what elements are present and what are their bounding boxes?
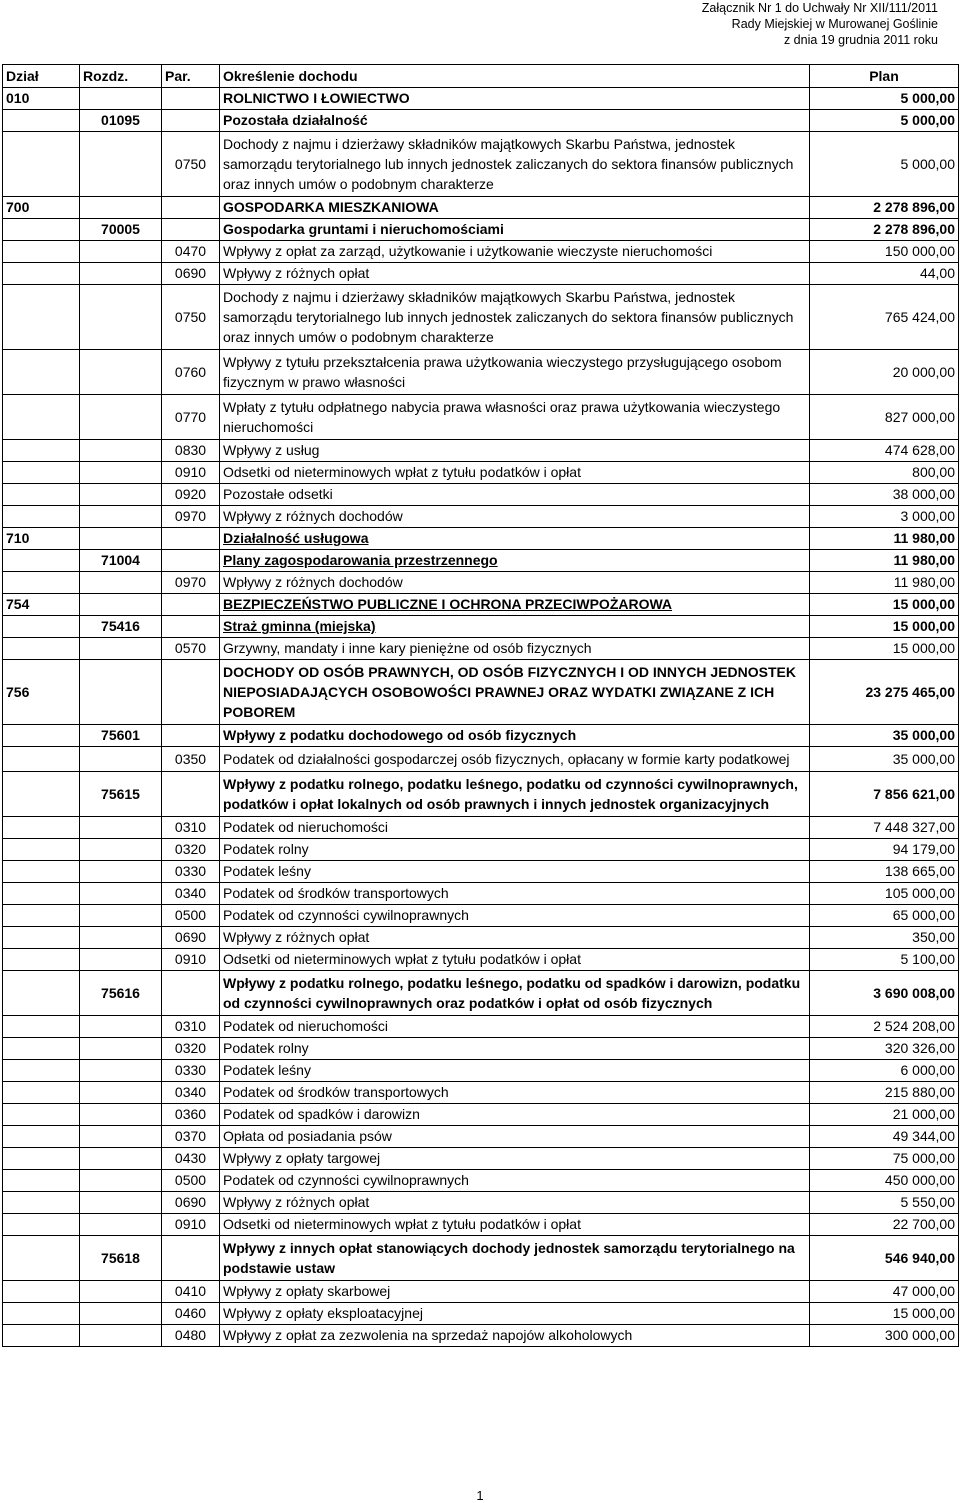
table-row bbox=[3, 110, 959, 132]
cell-rozdz bbox=[80, 197, 162, 219]
cell-dzial bbox=[3, 550, 80, 572]
cell-rozdz bbox=[80, 1082, 162, 1104]
cell-rozdz bbox=[80, 1281, 162, 1303]
cell-amount: 44,00 bbox=[810, 263, 959, 285]
cell-dzial bbox=[3, 747, 80, 772]
table-row bbox=[3, 484, 959, 506]
header-par: Par. bbox=[162, 65, 220, 88]
cell-name: Podatek leśny bbox=[220, 861, 810, 883]
cell-name: Podatek od działalności gospodarczej osób fizycznych, opłacany w formie karty podatkowej bbox=[220, 747, 810, 772]
table-row bbox=[3, 971, 959, 1016]
cell-name: Wpływy z opłat za zarząd, użytkowanie i użytkowanie wieczyste nieruchomości bbox=[220, 241, 810, 263]
cell-par: 0430 bbox=[162, 1148, 220, 1170]
cell-par: 0500 bbox=[162, 1170, 220, 1192]
table-row bbox=[3, 1214, 959, 1236]
cell-dzial bbox=[3, 861, 80, 883]
cell-rozdz bbox=[80, 594, 162, 616]
cell-amount: 20 000,00 bbox=[810, 350, 959, 395]
table-row bbox=[3, 1170, 959, 1192]
budget-income-table bbox=[2, 64, 959, 1347]
cell-par bbox=[162, 1236, 220, 1281]
cell-name: Wpływy z różnych dochodów bbox=[220, 506, 810, 528]
cell-par bbox=[162, 725, 220, 747]
cell-amount: 15 000,00 bbox=[810, 638, 959, 660]
cell-rozdz bbox=[80, 395, 162, 440]
cell-par bbox=[162, 594, 220, 616]
cell-par bbox=[162, 197, 220, 219]
cell-dzial bbox=[3, 1126, 80, 1148]
cell-par bbox=[162, 88, 220, 110]
cell-dzial bbox=[3, 484, 80, 506]
cell-par: 0970 bbox=[162, 572, 220, 594]
cell-name: Wpływy z opłaty eksploatacyjnej bbox=[220, 1303, 810, 1325]
header-name: Określenie dochodu bbox=[220, 65, 810, 88]
document-annex-note bbox=[702, 0, 938, 48]
cell-rozdz bbox=[80, 638, 162, 660]
cell-amount: 15 000,00 bbox=[810, 1303, 959, 1325]
cell-dzial bbox=[3, 1192, 80, 1214]
table-row bbox=[3, 883, 959, 905]
cell-par bbox=[162, 110, 220, 132]
cell-dzial bbox=[3, 772, 80, 817]
cell-par: 0500 bbox=[162, 905, 220, 927]
cell-amount: 450 000,00 bbox=[810, 1170, 959, 1192]
table-row bbox=[3, 219, 959, 241]
table-row bbox=[3, 285, 959, 350]
cell-amount: 5 000,00 bbox=[810, 132, 959, 197]
cell-name: Podatek rolny bbox=[220, 1038, 810, 1060]
cell-amount: 47 000,00 bbox=[810, 1281, 959, 1303]
cell-rozdz bbox=[80, 1126, 162, 1148]
table-row bbox=[3, 440, 959, 462]
cell-rozdz bbox=[80, 1303, 162, 1325]
cell-dzial bbox=[3, 462, 80, 484]
cell-par bbox=[162, 660, 220, 725]
cell-name: Podatek od czynności cywilnoprawnych bbox=[220, 905, 810, 927]
cell-rozdz bbox=[80, 1104, 162, 1126]
cell-name: GOSPODARKA MIESZKANIOWA bbox=[220, 197, 810, 219]
cell-par bbox=[162, 971, 220, 1016]
cell-amount: 827 000,00 bbox=[810, 395, 959, 440]
cell-name: Wpływy z podatku dochodowego od osób fizycznych bbox=[220, 725, 810, 747]
cell-name: Wpływy z opłat za zezwolenia na sprzedaż napojów alkoholowych bbox=[220, 1325, 810, 1347]
cell-rozdz bbox=[80, 506, 162, 528]
cell-rozdz bbox=[80, 263, 162, 285]
cell-name: Podatek od spadków i darowizn bbox=[220, 1104, 810, 1126]
cell-par: 0360 bbox=[162, 1104, 220, 1126]
cell-par: 0690 bbox=[162, 1192, 220, 1214]
cell-dzial bbox=[3, 132, 80, 197]
table-row bbox=[3, 241, 959, 263]
cell-name: Odsetki od nieterminowych wpłat z tytułu podatków i opłat bbox=[220, 1214, 810, 1236]
cell-name: Straż gminna (miejska) bbox=[220, 616, 810, 638]
cell-dzial bbox=[3, 817, 80, 839]
cell-name: Wpływy z usług bbox=[220, 440, 810, 462]
cell-amount: 35 000,00 bbox=[810, 747, 959, 772]
table-row bbox=[3, 927, 959, 949]
cell-rozdz: 70005 bbox=[80, 219, 162, 241]
cell-amount: 320 326,00 bbox=[810, 1038, 959, 1060]
cell-name: Wpływy z tytułu przekształcenia prawa użytkowania wieczystego przysługującego osobom fizycznym w prawo własności bbox=[220, 350, 810, 395]
cell-dzial bbox=[3, 285, 80, 350]
cell-amount: 5 550,00 bbox=[810, 1192, 959, 1214]
cell-dzial bbox=[3, 1038, 80, 1060]
cell-dzial bbox=[3, 219, 80, 241]
cell-par: 0830 bbox=[162, 440, 220, 462]
cell-rozdz: 75601 bbox=[80, 725, 162, 747]
cell-dzial bbox=[3, 110, 80, 132]
table-row bbox=[3, 772, 959, 817]
cell-amount: 765 424,00 bbox=[810, 285, 959, 350]
table-row bbox=[3, 132, 959, 197]
cell-par: 0460 bbox=[162, 1303, 220, 1325]
table-row bbox=[3, 550, 959, 572]
cell-par: 0320 bbox=[162, 839, 220, 861]
table-row bbox=[3, 638, 959, 660]
table-row bbox=[3, 197, 959, 219]
cell-name: Dochody z najmu i dzierżawy składników majątkowych Skarbu Państwa, jednostek samorządu terytorialnego lub innych jednostek zaliczanych do sektora finansów publicznych oraz innych umów o podobnym charakterze bbox=[220, 132, 810, 197]
cell-amount: 35 000,00 bbox=[810, 725, 959, 747]
table-row bbox=[3, 725, 959, 747]
table-row bbox=[3, 1281, 959, 1303]
cell-dzial bbox=[3, 725, 80, 747]
cell-par: 0480 bbox=[162, 1325, 220, 1347]
cell-par: 0690 bbox=[162, 263, 220, 285]
cell-dzial bbox=[3, 395, 80, 440]
cell-amount: 215 880,00 bbox=[810, 1082, 959, 1104]
table-row bbox=[3, 395, 959, 440]
cell-rozdz bbox=[80, 905, 162, 927]
cell-amount: 11 980,00 bbox=[810, 528, 959, 550]
cell-amount: 2 278 896,00 bbox=[810, 219, 959, 241]
cell-par: 0910 bbox=[162, 462, 220, 484]
cell-amount: 800,00 bbox=[810, 462, 959, 484]
cell-name: Podatek od nieruchomości bbox=[220, 817, 810, 839]
cell-name: BEZPIECZEŃSTWO PUBLICZNE I OCHRONA PRZECIWPOŻAROWA bbox=[220, 594, 810, 616]
table-row bbox=[3, 616, 959, 638]
cell-par: 0750 bbox=[162, 285, 220, 350]
cell-par bbox=[162, 550, 220, 572]
table-row bbox=[3, 1060, 959, 1082]
cell-name: Opłata od posiadania psów bbox=[220, 1126, 810, 1148]
cell-name: Wpływy z różnych opłat bbox=[220, 1192, 810, 1214]
cell-dzial bbox=[3, 638, 80, 660]
cell-amount: 546 940,00 bbox=[810, 1236, 959, 1281]
cell-amount: 150 000,00 bbox=[810, 241, 959, 263]
cell-name: Podatek od nieruchomości bbox=[220, 1016, 810, 1038]
cell-name: Podatek rolny bbox=[220, 839, 810, 861]
cell-amount: 7 448 327,00 bbox=[810, 817, 959, 839]
cell-rozdz bbox=[80, 88, 162, 110]
cell-rozdz: 75618 bbox=[80, 1236, 162, 1281]
cell-dzial bbox=[3, 1303, 80, 1325]
table-row bbox=[3, 594, 959, 616]
cell-name: Podatek leśny bbox=[220, 1060, 810, 1082]
cell-par: 0330 bbox=[162, 861, 220, 883]
cell-rozdz bbox=[80, 927, 162, 949]
cell-dzial bbox=[3, 440, 80, 462]
table-row bbox=[3, 528, 959, 550]
cell-dzial: 700 bbox=[3, 197, 80, 219]
cell-amount: 21 000,00 bbox=[810, 1104, 959, 1126]
cell-rozdz bbox=[80, 1192, 162, 1214]
cell-amount: 350,00 bbox=[810, 927, 959, 949]
cell-par: 0770 bbox=[162, 395, 220, 440]
cell-rozdz bbox=[80, 350, 162, 395]
cell-rozdz: 75616 bbox=[80, 971, 162, 1016]
cell-amount: 3 690 008,00 bbox=[810, 971, 959, 1016]
table-row bbox=[3, 817, 959, 839]
annex-line-3: z dnia 19 grudnia 2011 roku bbox=[783, 33, 938, 47]
cell-amount: 300 000,00 bbox=[810, 1325, 959, 1347]
cell-amount: 474 628,00 bbox=[810, 440, 959, 462]
page-number: 1 bbox=[476, 1488, 484, 1503]
cell-amount: 5 100,00 bbox=[810, 949, 959, 971]
cell-rozdz bbox=[80, 1016, 162, 1038]
table-row bbox=[3, 1303, 959, 1325]
cell-par: 0330 bbox=[162, 1060, 220, 1082]
table-row bbox=[3, 462, 959, 484]
table-row bbox=[3, 905, 959, 927]
cell-name: Odsetki od nieterminowych wpłat z tytułu podatków i opłat bbox=[220, 462, 810, 484]
cell-rozdz bbox=[80, 839, 162, 861]
cell-amount: 105 000,00 bbox=[810, 883, 959, 905]
cell-dzial bbox=[3, 1236, 80, 1281]
cell-amount: 5 000,00 bbox=[810, 110, 959, 132]
table-body bbox=[3, 65, 959, 1347]
cell-dzial: 756 bbox=[3, 660, 80, 725]
table-row bbox=[3, 506, 959, 528]
cell-par: 0340 bbox=[162, 1082, 220, 1104]
cell-dzial bbox=[3, 905, 80, 927]
cell-rozdz bbox=[80, 132, 162, 197]
cell-dzial bbox=[3, 1325, 80, 1347]
cell-name: DOCHODY OD OSÓB PRAWNYCH, OD OSÓB FIZYCZNYCH I OD INNYCH JEDNOSTEK NIEPOSIADAJĄCYCH OSOBOWOŚCI PRAWNEJ ORAZ WYDATKI ZWIĄZANE Z ICH POBOREM bbox=[220, 660, 810, 725]
cell-dzial bbox=[3, 883, 80, 905]
cell-amount: 49 344,00 bbox=[810, 1126, 959, 1148]
cell-dzial bbox=[3, 1170, 80, 1192]
cell-name: Pozostałe odsetki bbox=[220, 484, 810, 506]
cell-name: Wpływy z różnych opłat bbox=[220, 927, 810, 949]
cell-rozdz bbox=[80, 861, 162, 883]
cell-par: 0310 bbox=[162, 817, 220, 839]
cell-name: Wpływy z opłaty skarbowej bbox=[220, 1281, 810, 1303]
cell-dzial bbox=[3, 1148, 80, 1170]
cell-name: Wpływy z opłaty targowej bbox=[220, 1148, 810, 1170]
cell-rozdz bbox=[80, 1325, 162, 1347]
cell-dzial bbox=[3, 1082, 80, 1104]
cell-dzial bbox=[3, 616, 80, 638]
cell-par: 0320 bbox=[162, 1038, 220, 1060]
cell-amount: 22 700,00 bbox=[810, 1214, 959, 1236]
cell-dzial bbox=[3, 572, 80, 594]
annex-line-1: Załącznik Nr 1 do Uchwały Nr XII/111/2011 bbox=[701, 1, 938, 15]
table-row bbox=[3, 949, 959, 971]
cell-rozdz bbox=[80, 883, 162, 905]
table-row bbox=[3, 1016, 959, 1038]
cell-name: Plany zagospodarowania przestrzennego bbox=[220, 550, 810, 572]
table-row bbox=[3, 1126, 959, 1148]
cell-rozdz bbox=[80, 285, 162, 350]
cell-amount: 2 278 896,00 bbox=[810, 197, 959, 219]
cell-dzial bbox=[3, 1060, 80, 1082]
cell-rozdz: 75615 bbox=[80, 772, 162, 817]
cell-rozdz bbox=[80, 1038, 162, 1060]
cell-par bbox=[162, 219, 220, 241]
table-row bbox=[3, 839, 959, 861]
cell-par: 0760 bbox=[162, 350, 220, 395]
cell-dzial bbox=[3, 263, 80, 285]
cell-rozdz bbox=[80, 1148, 162, 1170]
cell-rozdz bbox=[80, 817, 162, 839]
cell-dzial: 710 bbox=[3, 528, 80, 550]
cell-dzial bbox=[3, 927, 80, 949]
cell-rozdz bbox=[80, 528, 162, 550]
cell-name: Wpływy z podatku rolnego, podatku leśnego, podatku od spadków i darowizn, podatku od czynności cywilnoprawnych oraz podatków i opłat od osób fizycznych bbox=[220, 971, 810, 1016]
cell-dzial bbox=[3, 971, 80, 1016]
table-row bbox=[3, 1236, 959, 1281]
cell-dzial bbox=[3, 1281, 80, 1303]
cell-dzial: 754 bbox=[3, 594, 80, 616]
cell-amount: 65 000,00 bbox=[810, 905, 959, 927]
cell-name: Wpłaty z tytułu odpłatnego nabycia prawa własności oraz prawa użytkowania wieczystego nieruchomości bbox=[220, 395, 810, 440]
table-header-row bbox=[3, 65, 959, 88]
table-row bbox=[3, 747, 959, 772]
table-row bbox=[3, 572, 959, 594]
cell-amount: 38 000,00 bbox=[810, 484, 959, 506]
cell-par: 0690 bbox=[162, 927, 220, 949]
cell-par: 0370 bbox=[162, 1126, 220, 1148]
cell-par: 0340 bbox=[162, 883, 220, 905]
cell-par: 0410 bbox=[162, 1281, 220, 1303]
cell-par: 0910 bbox=[162, 949, 220, 971]
header-plan: Plan bbox=[810, 65, 959, 88]
cell-amount: 11 980,00 bbox=[810, 572, 959, 594]
cell-dzial bbox=[3, 506, 80, 528]
cell-par bbox=[162, 772, 220, 817]
cell-name: Grzywny, mandaty i inne kary pieniężne od osób fizycznych bbox=[220, 638, 810, 660]
cell-rozdz bbox=[80, 1060, 162, 1082]
cell-rozdz bbox=[80, 1170, 162, 1192]
cell-amount: 94 179,00 bbox=[810, 839, 959, 861]
cell-rozdz bbox=[80, 484, 162, 506]
cell-name: Wpływy z różnych opłat bbox=[220, 263, 810, 285]
cell-dzial bbox=[3, 949, 80, 971]
table-row bbox=[3, 1325, 959, 1347]
header-rozdz: Rozdz. bbox=[80, 65, 162, 88]
cell-name: Podatek od czynności cywilnoprawnych bbox=[220, 1170, 810, 1192]
cell-rozdz bbox=[80, 572, 162, 594]
cell-par: 0910 bbox=[162, 1214, 220, 1236]
cell-name: Odsetki od nieterminowych wpłat z tytułu podatków i opłat bbox=[220, 949, 810, 971]
cell-rozdz: 71004 bbox=[80, 550, 162, 572]
table-row bbox=[3, 1038, 959, 1060]
cell-amount: 3 000,00 bbox=[810, 506, 959, 528]
cell-par bbox=[162, 528, 220, 550]
cell-rozdz bbox=[80, 1214, 162, 1236]
cell-name: Podatek od środków transportowych bbox=[220, 1082, 810, 1104]
cell-par: 0970 bbox=[162, 506, 220, 528]
cell-amount: 15 000,00 bbox=[810, 594, 959, 616]
cell-amount: 2 524 208,00 bbox=[810, 1016, 959, 1038]
cell-par: 0750 bbox=[162, 132, 220, 197]
cell-dzial bbox=[3, 1214, 80, 1236]
cell-name: Działalność usługowa bbox=[220, 528, 810, 550]
cell-dzial bbox=[3, 839, 80, 861]
cell-name: Wpływy z różnych dochodów bbox=[220, 572, 810, 594]
cell-name: Wpływy z podatku rolnego, podatku leśnego, podatku od czynności cywilnoprawnych, podatków i opłat lokalnych od osób prawnych i innych jednostek organizacyjnych bbox=[220, 772, 810, 817]
annex-line-2: Rady Miejskiej w Murowanej Goślinie bbox=[731, 17, 938, 31]
cell-rozdz bbox=[80, 660, 162, 725]
cell-dzial bbox=[3, 350, 80, 395]
cell-par: 0470 bbox=[162, 241, 220, 263]
cell-rozdz bbox=[80, 241, 162, 263]
table-row bbox=[3, 1104, 959, 1126]
cell-amount: 5 000,00 bbox=[810, 88, 959, 110]
cell-dzial bbox=[3, 241, 80, 263]
cell-rozdz bbox=[80, 747, 162, 772]
cell-amount: 6 000,00 bbox=[810, 1060, 959, 1082]
table-row bbox=[3, 88, 959, 110]
cell-par: 0920 bbox=[162, 484, 220, 506]
cell-amount: 75 000,00 bbox=[810, 1148, 959, 1170]
cell-name: Wpływy z innych opłat stanowiących dochody jednostek samorządu terytorialnego na podstawie ustaw bbox=[220, 1236, 810, 1281]
table-row bbox=[3, 1192, 959, 1214]
cell-rozdz: 01095 bbox=[80, 110, 162, 132]
cell-amount: 15 000,00 bbox=[810, 616, 959, 638]
table-row bbox=[3, 1082, 959, 1104]
cell-name: Gospodarka gruntami i nieruchomościami bbox=[220, 219, 810, 241]
table-row bbox=[3, 660, 959, 725]
cell-name: Dochody z najmu i dzierżawy składników majątkowych Skarbu Państwa, jednostek samorządu terytorialnego lub innych jednostek zaliczanych do sektora finansów publicznych oraz innych umów o podobnym charakterze bbox=[220, 285, 810, 350]
cell-dzial bbox=[3, 1016, 80, 1038]
cell-rozdz bbox=[80, 949, 162, 971]
cell-par: 0570 bbox=[162, 638, 220, 660]
table-row bbox=[3, 263, 959, 285]
cell-rozdz bbox=[80, 462, 162, 484]
cell-name: Pozostała działalność bbox=[220, 110, 810, 132]
cell-dzial bbox=[3, 1104, 80, 1126]
cell-par bbox=[162, 616, 220, 638]
table-row bbox=[3, 350, 959, 395]
cell-name: Podatek od środków transportowych bbox=[220, 883, 810, 905]
cell-dzial: 010 bbox=[3, 88, 80, 110]
table-row bbox=[3, 1148, 959, 1170]
cell-rozdz bbox=[80, 440, 162, 462]
header-dzial: Dział bbox=[3, 65, 80, 88]
cell-amount: 11 980,00 bbox=[810, 550, 959, 572]
cell-par: 0350 bbox=[162, 747, 220, 772]
cell-amount: 138 665,00 bbox=[810, 861, 959, 883]
cell-rozdz: 75416 bbox=[80, 616, 162, 638]
cell-name: ROLNICTWO I ŁOWIECTWO bbox=[220, 88, 810, 110]
cell-amount: 7 856 621,00 bbox=[810, 772, 959, 817]
table-row bbox=[3, 861, 959, 883]
cell-par: 0310 bbox=[162, 1016, 220, 1038]
cell-amount: 23 275 465,00 bbox=[810, 660, 959, 725]
